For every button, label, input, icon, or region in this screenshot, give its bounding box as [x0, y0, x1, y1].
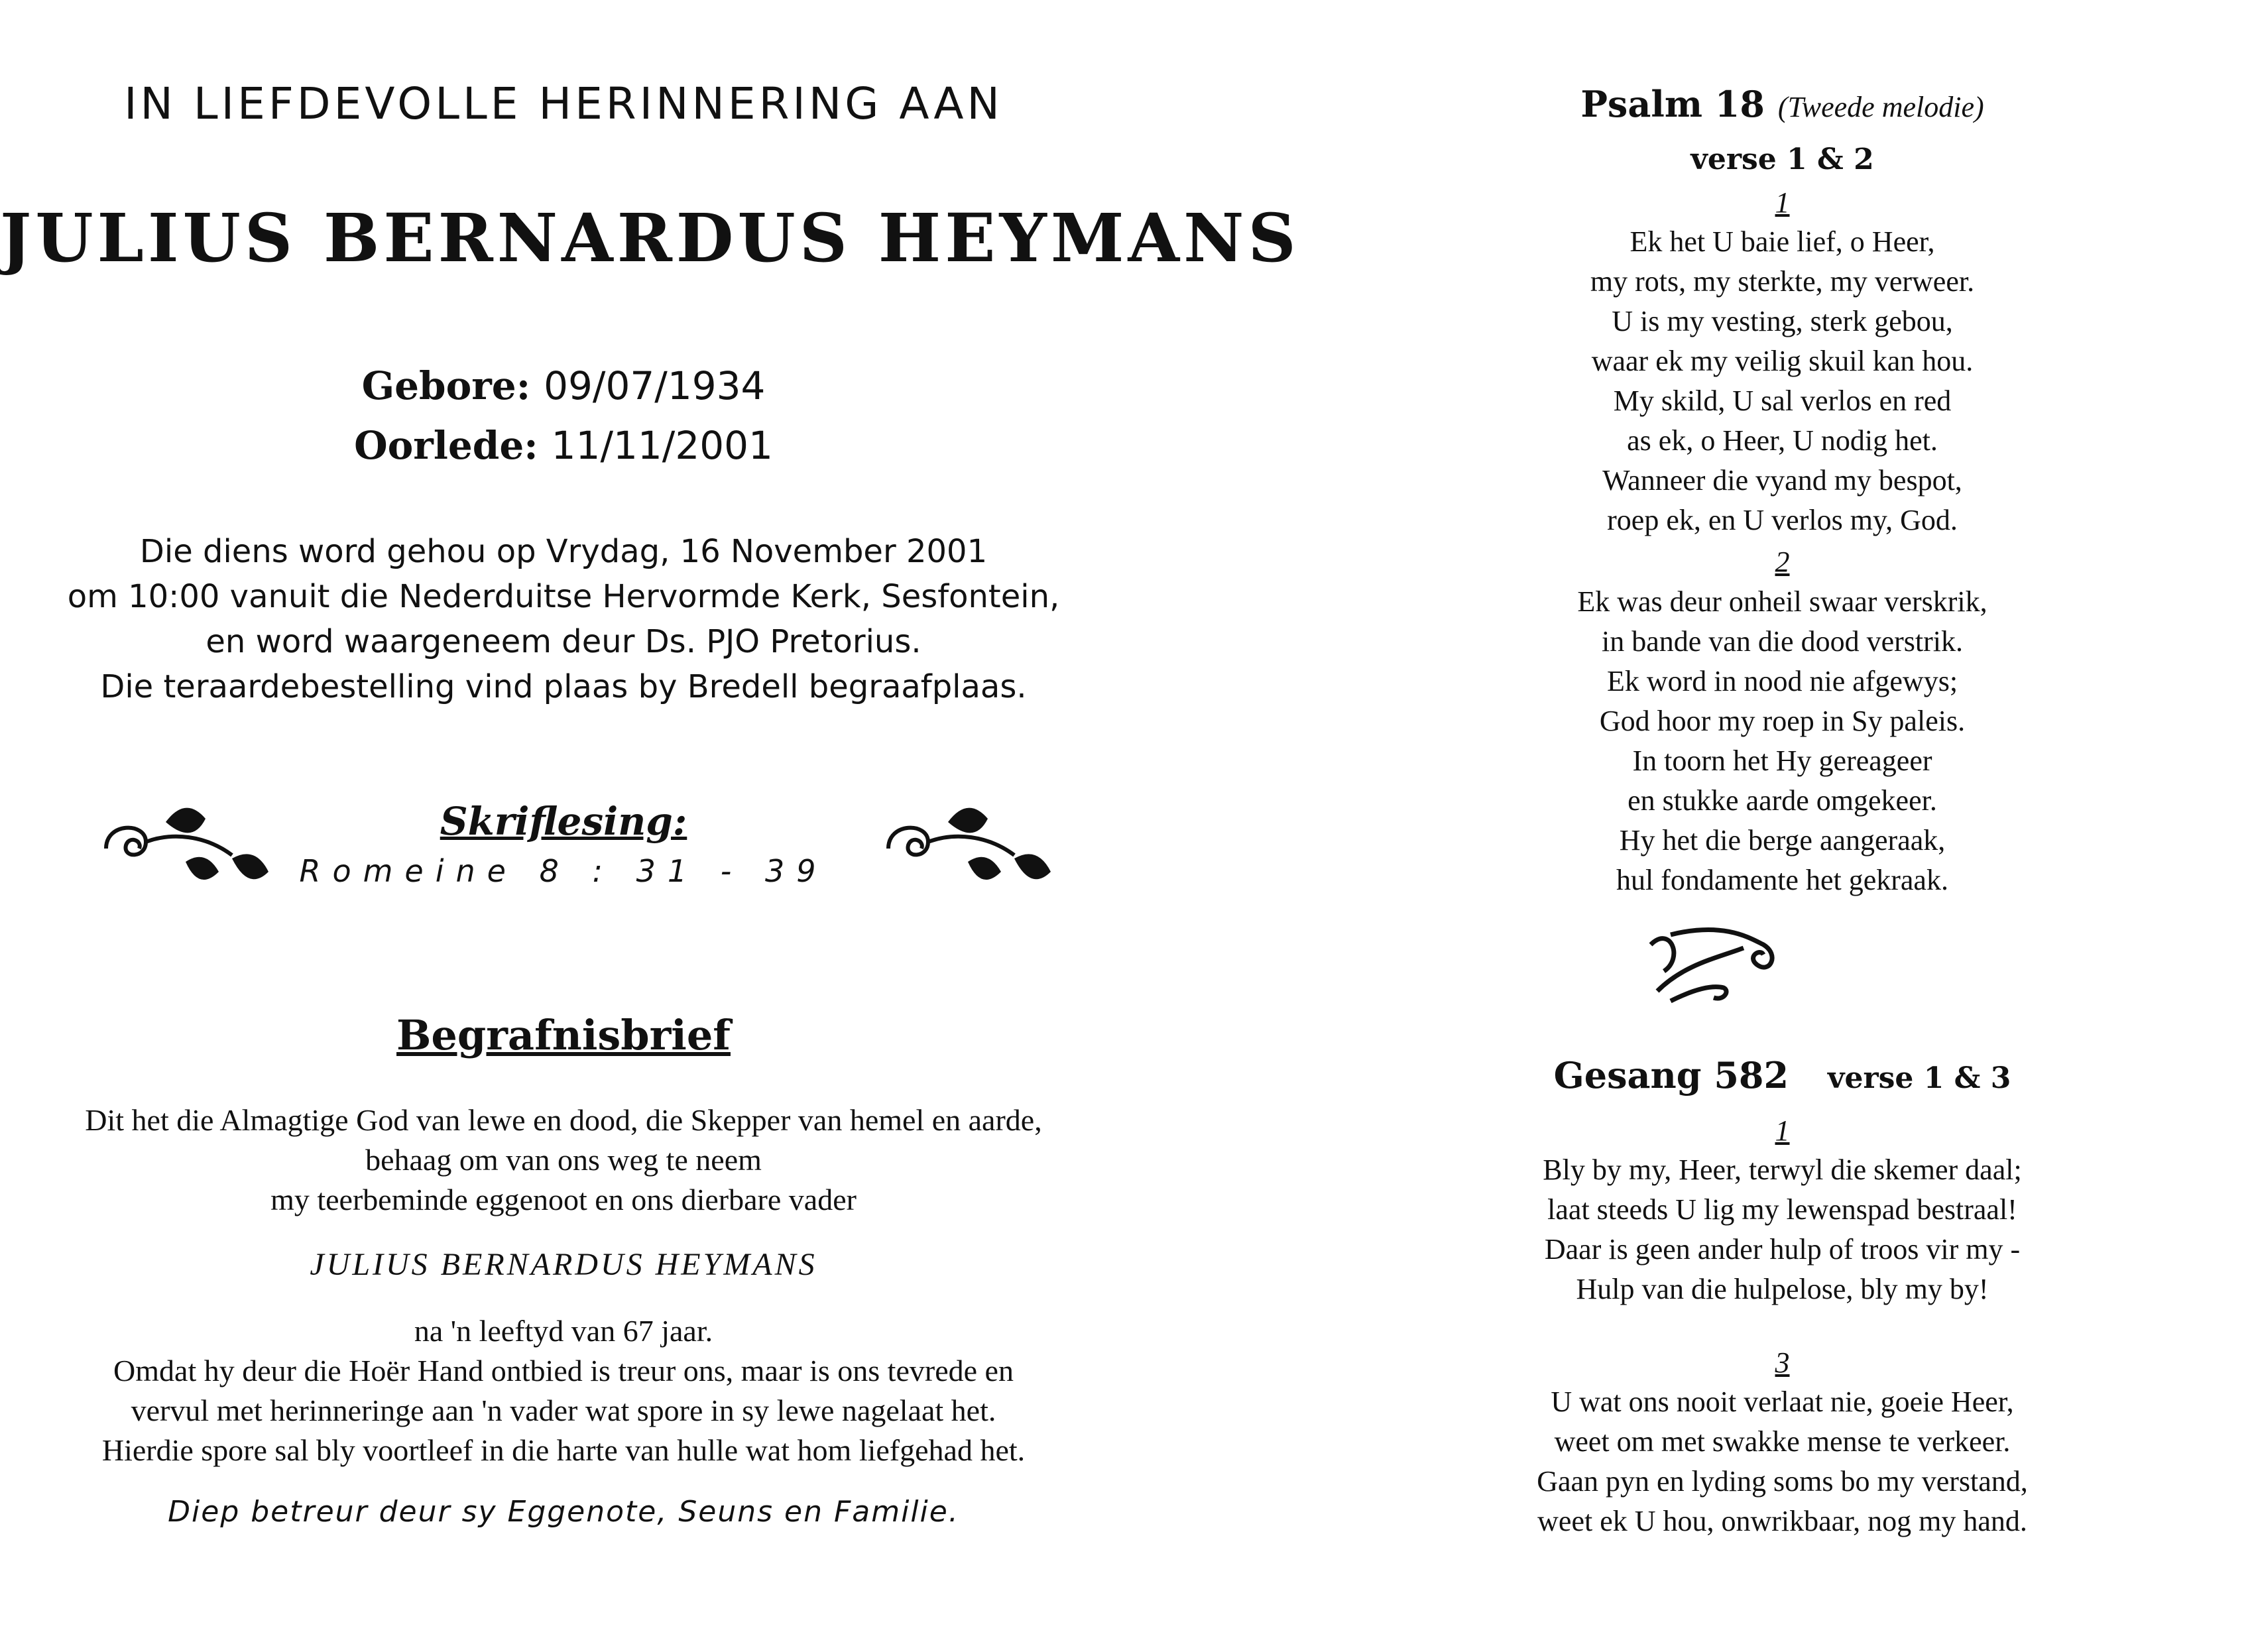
died-date: 11/11/2001 [551, 423, 773, 468]
verse-number: 2 [1775, 546, 1790, 578]
born-line [0, 363, 1127, 408]
psalm-melody: (Tweede melodie) [1777, 91, 1984, 123]
psalm-verse-1 [1313, 222, 2252, 540]
lyric-line: U wat ons nooit verlaat nie, goeie Heer, [1551, 1386, 2014, 1418]
psalm-verses-header: verse 1 & 2 [1690, 143, 1874, 176]
lyric-line: roep ek, en U verlos my, God. [1607, 504, 1958, 536]
memorial-heading: IN LIEFDEVOLLE HERINNERING AAN [124, 78, 1003, 129]
lyric-line: My skild, U sal verlos en red [1613, 384, 1952, 417]
deceased-name-title: JULIUS BERNARDUS HEYMANS [0, 199, 1300, 277]
verse-number: 3 [1775, 1346, 1790, 1379]
brief-line: na 'n leeftyd van 67 jaar. [414, 1314, 713, 1348]
lyric-line: Ek het U baie lief, o Heer, [1630, 225, 1935, 258]
lyric-line: God hoor my roep in Sy paleis. [1599, 705, 1966, 737]
psalm-title-line [1313, 83, 2252, 125]
service-line: Die teraardebestelling vind plaas by Bredell begraafplaas. [100, 668, 1027, 705]
lyric-line: en stukke aarde omgekeer. [1628, 784, 1937, 817]
verse-number: 1 [1775, 186, 1790, 219]
lyric-line: as ek, o Heer, U nodig het. [1627, 424, 1938, 457]
brief-line: behaag om van ons weg te neem [365, 1143, 762, 1177]
scripture-reference: Romeine 8 : 31 - 39 [299, 853, 828, 889]
lyric-line: in bande van die dood verstrik. [1602, 625, 1963, 658]
lyric-line: weet om met swakke mense te verkeer. [1554, 1425, 2011, 1458]
gesang-title: Gesang 582 [1553, 1054, 1789, 1096]
brief-line: Dit het die Almagtige God van lewe en dood, die Skepper van hemel en aarde, [85, 1103, 1042, 1137]
brief-line: my teerbeminde eggenoot en ons dierbare vader [270, 1183, 857, 1216]
service-line: en word waargeneem deur Ds. PJO Pretorius. [206, 623, 921, 660]
lyric-line: my rots, my sterkte, my verweer. [1590, 265, 1975, 298]
lyric-line: Hulp van die hulpelose, bly my by! [1576, 1273, 1989, 1305]
gesang-verse-3 [1313, 1382, 2252, 1541]
service-info [0, 529, 1127, 709]
lyric-line: Ek was deur onheil swaar verskrik, [1577, 585, 1987, 618]
right-page [1313, 0, 2252, 1652]
brief-line: Hierdie spore sal bly voortleef in die harte van hulle wat hom liefgehad het. [101, 1433, 1026, 1467]
lyric-line: Ek word in nood nie afgewys; [1606, 665, 1958, 697]
lyric-line: Bly by my, Heer, terwyl die skemer daal; [1543, 1153, 2022, 1186]
born-label: Gebore: [361, 363, 531, 408]
swirl-ornament-icon [1631, 918, 1790, 1018]
lyric-line: In toorn het Hy gereageer [1632, 744, 1932, 777]
lyric-line: U is my vesting, sterk gebou, [1612, 305, 1953, 337]
born-date: 09/07/1934 [544, 363, 766, 408]
lyric-line: weet ek U hou, onwrikbaar, nog my hand. [1537, 1505, 2027, 1537]
lyric-line: laat steeds U lig my lewenspad bestraal! [1547, 1193, 2017, 1226]
gesang-title-line [1313, 1054, 2252, 1096]
brief-paragraph-a [0, 1100, 1127, 1220]
gesang-verse-1 [1313, 1150, 2252, 1309]
psalm-verse-2 [1313, 582, 2252, 900]
lyric-line: Daar is geen ander hulp of troos vir my - [1544, 1233, 2021, 1266]
lyric-line: Wanneer die vyand my bespot, [1602, 464, 1962, 497]
psalm-title: Psalm 18 [1580, 83, 1765, 125]
verse-number: 1 [1775, 1114, 1790, 1147]
died-label: Oorlede: [354, 423, 538, 468]
brief-line: vervul met herinneringe aan 'n vader wat spore in sy lewe nagelaat het. [131, 1393, 996, 1427]
lyric-line: Hy het die berge aangeraak, [1619, 824, 1946, 856]
signature-line: Diep betreur deur sy Eggenote, Seuns en Familie. [168, 1495, 959, 1529]
lyric-line: waar ek my veilig skuil kan hou. [1591, 345, 1974, 377]
lyric-line: hul fondamente het gekraak. [1616, 864, 1948, 896]
gesang-verses-header: verse 1 & 3 [1827, 1061, 2011, 1095]
brief-line: Omdat hy deur die Hoër Hand ontbied is treur ons, maar is ons tevrede en [113, 1354, 1014, 1387]
brief-paragraph-b [0, 1311, 1127, 1470]
scripture-title: Skriflesing: [440, 799, 687, 844]
died-line [0, 423, 1127, 468]
lyric-line: Gaan pyn en lyding soms bo my verstand, [1537, 1465, 2028, 1498]
service-line: om 10:00 vanuit die Nederduitse Hervormde Kerk, Sesfontein, [67, 578, 1060, 615]
deceased-name: JULIUS BERNARDUS HEYMANS [310, 1247, 817, 1282]
service-line: Die diens word gehou op Vrydag, 16 November 2001 [139, 533, 988, 570]
brief-title: Begrafnisbrief [396, 1011, 731, 1059]
